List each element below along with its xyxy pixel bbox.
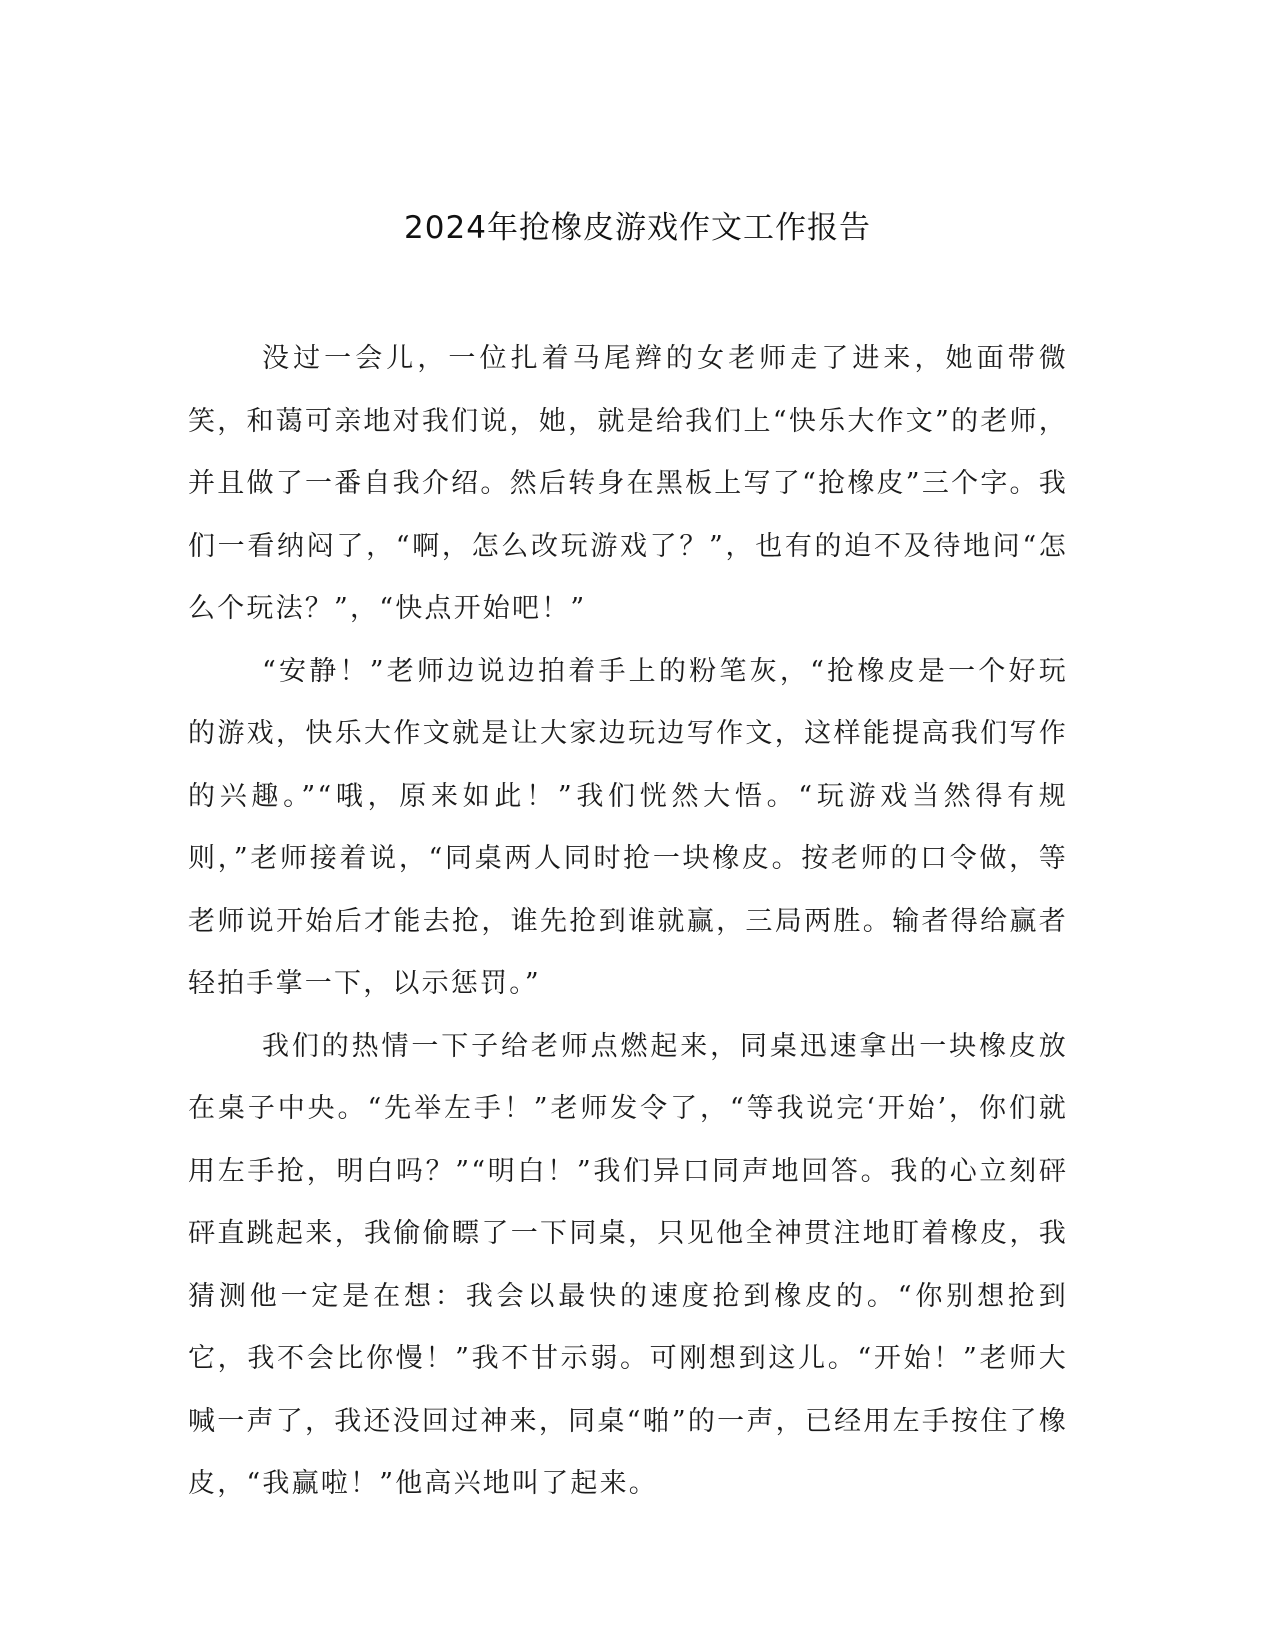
document-title: 2024年抢橡皮游戏作文工作报告	[404, 210, 871, 246]
document-body	[188, 328, 1068, 1516]
paragraph-3: 我们的热情一下子给老师点燃起来，同桌迅速拿出一块橡皮放在桌子中央。“先举左手！”老师发令了，“等我说完‘开始’，你们就用左手抢，明白吗？”“明白！”我们异口同声地回答。我的心立刻砰砰直跳起来，我偷偷瞟了一下同桌，只见他全神贯注地盯着橡皮，我猜测他一定是在想：我会以最快的速度抢到橡皮的。“你别想抢到它，我不会比你慢！”我不甘示弱。可刚想到这儿。“开始！”老师大喊一声了，我还没回过神来，同桌“啪”的一声，已经用左手按住了橡皮，“我赢啦！”他高兴地叫了起来。	[188, 1030, 1068, 1499]
paragraph-1: 没过一会儿，一位扎着马尾辫的女老师走了进来，她面带微笑，和蔼可亲地对我们说，她，就是给我们上“快乐大作文”的老师，并且做了一番自我介绍。然后转身在黑板上写了“抢橡皮”三个字。我们一看纳闷了，“啊，怎么改玩游戏了？”，也有的迫不及待地问“怎么个玩法？”，“快点开始吧！”	[188, 343, 1068, 624]
paragraph-2: “安静！”老师边说边拍着手上的粉笔灰，“抢橡皮是一个好玩的游戏，快乐大作文就是让大家边玩边写作文，这样能提高我们写作的兴趣。”“哦，原来如此！”我们恍然大悟。“玩游戏当然得有规则，”老师接着说，“同桌两人同时抢一块橡皮。按老师的口令做，等老师说开始后才能去抢，谁先抢到谁就赢，三局两胜。输者得给赢者轻拍手掌一下，以示惩罚。”	[188, 655, 1068, 999]
